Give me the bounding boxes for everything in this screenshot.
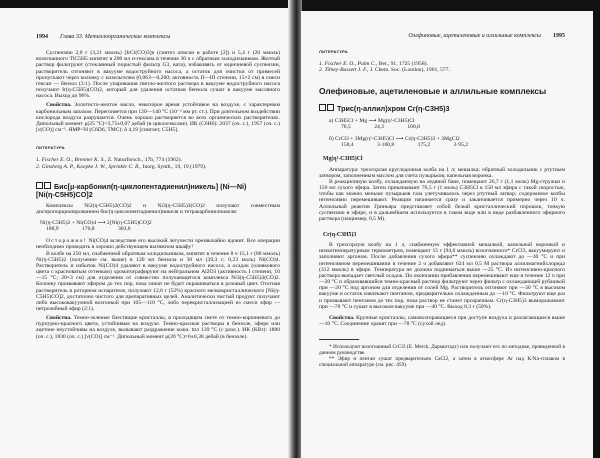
footnote-divider <box>319 339 359 340</box>
chapter-title: Олефиновые, ацетиленовые и аллильные комплексы <box>408 33 541 39</box>
reference-authors: 1. Fischer E. O., Brenner K. S., <box>36 157 107 164</box>
compound-name: Трис(η-аллил)хром Cr(η-C3H5)3 <box>337 103 450 113</box>
molar-masses: 188,9 170,8 303,6 <box>46 226 131 233</box>
properties-text: Темно-зеленые блестящие кристаллы, в проходящем свете от темно-коричневого до пурпурно-красного цвета, устойчивые на воздухе. Темно-красные растворы в бензоле, эфире или ацетоне неустойчивы на воздухе, вызывают раздражение кожи. tпл 139 °С (с разл.). ИК (KBr): 1880 (оч. с.), 1830 (оч. с.) [ν(CO)] см⁻¹. Дипольный момент μ(20 °С)=0±0,38 дебай (в бензоле). <box>36 315 280 340</box>
subsection-title: Mg(η¹-C3H5)Cl <box>323 156 363 163</box>
properties-label: Свойства. <box>329 314 355 321</box>
compound-heading <box>319 104 565 113</box>
reference-item <box>36 164 280 170</box>
chapter-title: Глава 33. Металлоорганические комплексы <box>60 34 171 40</box>
footnote: * Используют возогнанный CrCl3 (E. Merck, Дармштадт) или получают его по методике, приведенной в данном руководстве. <box>319 344 565 356</box>
molar-masses: 76,5 24,3 100,8 <box>341 123 420 130</box>
procedure-paragraph: В колбе на 250 мл, снабженной обратным холодильником, кипятят в течение 8 ч 15,1 г (80 ммоль) Ni(η-C5H5)2 (получение см. выше) в 120 мл бензола и 30 мл (39,3 г; 0,23 моль) Ni(CO)4. Растворитель и избыток Ni(CO)4 удаляют в вакууме водоструйного насоса, а осадок (оливкового цвета с красноватым оттенком) хроматографируют на нейтральном Al2O3 (активность I степени, 10—15 °С; 20×3 см) для отделения от совместно получающегося комплекса Ni3(η-C5H5)3(CO)2. Колонку промывают эфиром до тех пор, пока элюат не будет окрашиваться в розовый цвет. Отогнав растворитель в роторном испарителе, получают 12,6 г (52%) красного мелкокристаллического [Ni(η-C5H5)CO]2, достаточно чистого для препаративных целей. Аналитически чистый продукт получают либо высоковакуумной возгонкой при 105—110 °С, либо перекристаллизацией из смеси эфир — петролейный эфир (2:1). <box>36 250 280 312</box>
reaction-equation <box>40 220 280 232</box>
molar-masses: 158,4 3·100,8 175,2 3·95,2 <box>341 142 469 149</box>
compound-heading <box>36 182 280 199</box>
right-page-text <box>319 11 565 368</box>
properties-label: Свойства. <box>46 102 72 109</box>
properties-paragraph <box>36 315 280 340</box>
synthesis-paragraph: Суспензию 2,0 г (3,21 ммоль) [IrCl(CO)3]n (синтез описан в работе [2]) и 5,4 г (20 ммоль) возогнанного TlC5H5 кипятят в 200 мл н-гексана в течение 30 ч с обратным холодильником. Желтый раствор фильтруют (стеклянный пористый фильтр G3, вата), избавляясь от коричневой суспензии, растворитель отгоняют в вакууме водоструйного насоса, а остаток для очистки от примесей пропускают через колонку с кизельгелем (0,063—0,200; активность II—III степени, 15×2 см) в смеси гексан — бензол (3:1). После упаривания светло-желтого раствора в вакууме водоструйного насоса получают Ir(η-C5H5)(CO)2, который для удаления остатков бензола сушат в вакууме масляного насоса. Выход до 96%. <box>36 50 280 100</box>
properties-paragraph <box>319 315 565 327</box>
footnote: ** Эфир и пентан сушат предварительно CaCl2, а затем в атмосфере Ar над K/Na-сплавом в специальной аппаратуре (см. рис. 459). <box>319 355 565 368</box>
reference-source: Ber., 91, 1725 (1958). <box>377 61 428 68</box>
section-title: Олефиновые, ацетиленовые и аллильные комплексы <box>319 85 547 96</box>
reference-item <box>319 67 565 73</box>
caution-text: Ni(CO)4 вследствие его высокой летучести чрезвычайно ядовит. Все операции необходимо проводить в хорошо действующем вытяжном шкафу! <box>36 238 280 251</box>
reaction-equation-a <box>329 118 565 130</box>
book-binding-shadow <box>288 0 302 458</box>
properties-text: Золотисто-желтое масло, некоторое время устойчивое на воздухе, с характерным карбонильным запахом. Перегоняется при 120—140 °С (10⁻² мм рт. ст.). При длительном воздействии кислорода воздуха разрушается. Очень хорошо растворяется во всех органических растворителях. Дипольный момент μ(25 °С)=3,75±0,07 дебай (в циклогексане). ИК (C6H6): 2037 (оч. с.), 1957 (оч. с.) [ν(CO)] см⁻¹. ЯМР-¹H (C6D6, ТМС): δ 4,19 [синглет, C5H5]. <box>36 102 280 134</box>
caution-paragraph <box>36 238 280 250</box>
box-icon <box>36 182 43 189</box>
literature-heading: ЛИТЕРАТУРА <box>319 49 348 55</box>
reference-source: Z. Naturforsch., 17b, 774 (1962). <box>106 157 182 164</box>
equation-text: Ni(η-C5H5)2 + Ni(CO)4 ⟶ 2[Ni(η-C5H5)CO]2 <box>40 219 152 226</box>
reaction-equation-b <box>329 136 565 148</box>
apparatus-paragraph: Аппаратура: трехгорлая круглодонная колба на 1 л; мешалка; обратный холодильник с ртутным затвором, заполненным маслом для счета пузырьков; капельная воронка. <box>319 166 565 179</box>
properties-paragraph <box>36 102 280 133</box>
reference-authors: 2. Ginsberg A. P., Koepke J. W., Sprinkle C. R., <box>36 163 142 170</box>
caution-label: Осторожно! <box>46 238 87 245</box>
running-head <box>36 34 280 40</box>
subsection-title: Cr(η-C3H5)3 <box>323 231 357 238</box>
box-icon <box>327 104 334 111</box>
reference-authors: 1. Fischer E. O., Palm C., <box>319 61 378 68</box>
running-head <box>319 33 565 39</box>
right-page <box>301 11 593 458</box>
compound-formula: [Ni(η-C5H5)CO]2 <box>36 189 93 199</box>
compound-name: Бис[μ-карбонил(η-циклопентадиенил)никель] (Ni—Ni) <box>54 181 247 191</box>
reference-source: J. Chem. Soc. (London), 1961, 577. <box>368 67 450 74</box>
reference-source: Inorg. Synth., 19, 19 (1979). <box>141 163 207 170</box>
compound-intro: Комплексы Ni2(η-C5H5)2(CO)2 и Ni3(η-C5H5)3(CO)2 получают совместным диспропорционированием бис(η-циклопентадиенил)никеля и тетракарбонилникеля: <box>36 202 280 215</box>
equation-text: а) C3H5Cl + Mg ⟶ Mg(η¹-C3H5)Cl <box>329 117 415 124</box>
literature-heading: ЛИТЕРАТУРА <box>36 145 65 151</box>
page-number: 1995 <box>553 33 565 39</box>
equation-text: б) CrCl3 + 3Mg(η¹-C3H5)Cl ⟶ Cr(η-C3H5)3 + 3MgCl2 <box>329 136 460 143</box>
left-page-text <box>36 8 280 340</box>
box-icon <box>44 182 51 189</box>
properties-text: Крупные кристаллы, самовозгорающиеся при доступе воздуха и разлагающиеся выше —10 °С. Соединение хранят при —78 °С (сухой лед). <box>319 314 565 327</box>
page-number: 1994 <box>36 34 48 40</box>
left-page <box>0 8 292 458</box>
procedure-paragraph: В трехгорлую колбу на 1 л, снабженную эффективной мешалкой, капельной воронкой и низкотемпературным термометром, помещают 15 г (94,6 ммоль) возогнанного* CrCl3, вакуумируют и заполняют аргоном. После добавления сухого эфира** суспензию охлаждают до —30 °С и при интенсивном перемешивании в течение 2 ч добавляют 624 мл 0,5 М раствора аллилмагнийхлорида (312 ммоль) в эфире. Температура не должна подниматься выше —25 °С. Из интенсивно-красного раствора выпадает светлый осадок. По окончании прибавления перемешивают еще в течение 12 ч при —20 °С и образовавшийся темно-красный раствор фильтруют через фильтр с охлаждающей рубашкой при —20 °С под аргоном для отделения от солей Mg. Растворитель отгоняют при —30 °С в высоком вакууме и остаток извлекают пентаном, предварительно охлажденным до —10 °С. Фильтруют еще раз и промывают пентаном до тех пор, пока раствор не станет прозрачным. Cr(η-C3H5)3 вымораживают при —78 °С и сушат в высоком вакууме при —40 °С. Выход 8,3 г (50%). <box>319 242 565 310</box>
box-icon <box>319 104 326 111</box>
properties-label: Свойства. <box>46 315 72 322</box>
procedure-paragraph: В реакционную колбу, охлаждаемую на ледяной бане, помещают 26,7 г (1,1 моль) Mg-стружки и 150 мл сухого эфира. Затем прикапывают 76,5 г (1 моль) C3H5Cl в 150 мл эфира с такой скоростью, чтобы как можно меньше пузырьков газа улетучивалось через ртутный затвор; содержимое колбы интенсивно перемешивают. Реакция начинается сразу и заканчивается примерно через 10 ч. Аллильный реактив Гриньяра представляет собой белый кристаллический порошок, тонкую суспензию в эфире, и в дальнейшем используется в таком виде или в виде разбавленного эфирного раствора (например, 0,5 М). <box>319 178 565 222</box>
reference-authors: 2. Tilney-Bassett J. F., <box>319 67 369 74</box>
